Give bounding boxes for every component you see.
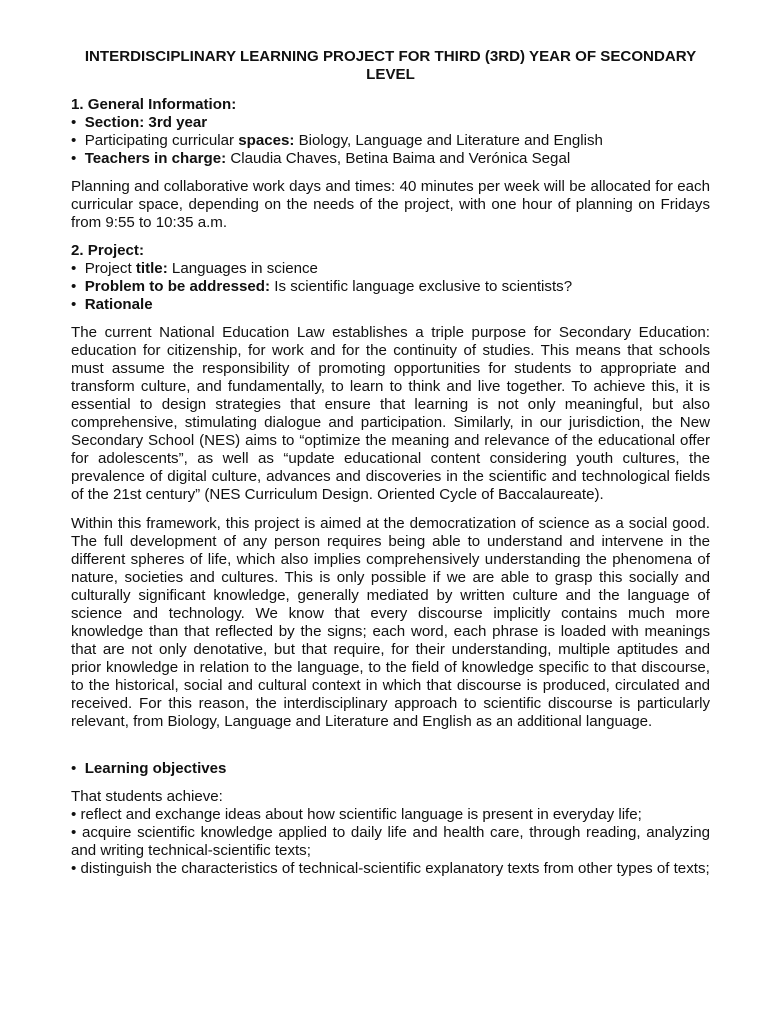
spaces-pre: Participating curricular [84, 132, 239, 149]
section-label: Section: 3rd year [84, 114, 208, 131]
objectives-label: Learning objectives [84, 760, 227, 777]
section-1-heading: 1. General Information: [71, 96, 237, 113]
objective-item [71, 824, 710, 860]
project-title-line [71, 260, 710, 278]
objective-item [71, 806, 710, 824]
bullet: • [71, 824, 77, 841]
document-title: INTERDISCIPLINARY LEARNING PROJECT FOR THIRD (3RD) YEAR OF SECONDARY LEVEL [84, 48, 697, 83]
spaces-line [71, 132, 710, 150]
problem-value: Is scientific language exclusive to scientists? [270, 278, 573, 295]
planning-paragraph: Planning and collaborative work days and times: 40 minutes per week will be allocated for each curricular space, depending on the needs of the project, with one hour of planning on Fridays from 9:55 to 10:35 a.m. [71, 178, 710, 231]
objective-item [71, 860, 710, 878]
project-title-label: title: [135, 260, 168, 277]
bullet: • [71, 860, 77, 877]
bullet: • [71, 296, 77, 313]
problem-line [71, 278, 710, 296]
rationale-label: Rationale [84, 296, 153, 313]
objective-text: reflect and exchange ideas about how scientific language is present in everyday life; [80, 806, 642, 823]
section-2-heading: 2. Project: [71, 242, 144, 259]
project-title-value: Languages in science [167, 260, 318, 277]
problem-label: Problem to be addressed: [84, 278, 271, 295]
bullet: • [71, 132, 77, 149]
rationale-line [71, 296, 710, 314]
teachers-line [71, 150, 710, 168]
bullet: • [71, 760, 77, 777]
objective-text: acquire scientific knowledge applied to daily life and health care, through reading, analyzing and writing technical-scientific texts; [71, 824, 710, 859]
bullet: • [71, 260, 77, 277]
bullet: • [71, 150, 77, 167]
objectives-line [71, 760, 710, 778]
document-page [71, 48, 710, 878]
project-title-pre: Project [84, 260, 136, 277]
rationale-paragraph-2: Within this framework, this project is aimed at the democratization of science as a social good. The full development of any person requires being able to understand and intervene in the different spheres of life, which also implies comprehensively understanding the phenomena of nature, societies and cultures. This is only possible if we are able to grasp this socially and culturally significant knowledge, generally mediated by written culture and the language of science and technology. We know that every discourse implicitly contains much more knowledge than that reflected by the signs; each word, each phrase is loaded with meanings that are not only denotative, but that require, for their understanding, multiple aptitudes and prior knowledge in relation to the language, to the field of knowledge specific to that discourse, to the historical, social and cultural context in which that discourse is produced, circulated and received. For this reason, the interdisciplinary approach to scientific discourse is particularly relevant, from Biology, Language and Literature and English as an additional language. [71, 515, 710, 730]
bullet: • [71, 278, 77, 295]
bullet: • [71, 806, 77, 823]
section-info-line [71, 114, 710, 132]
teachers-value: Claudia Chaves, Betina Baima and Verónica Segal [226, 150, 571, 167]
bullet: • [71, 114, 77, 131]
objectives-intro: That students achieve: [71, 788, 223, 805]
teachers-label: Teachers in charge: [84, 150, 227, 167]
spaces-value: Biology, Language and Literature and English [294, 132, 603, 149]
rationale-paragraph-1: The current National Education Law establishes a triple purpose for Secondary Education: education for citizenship, for work and for the continuity of studies. This means that schools must assume the responsibility of promoting opportunities for students to appropriate and transform culture, and fundamentally, to learn to think and live together. To achieve this, it is essential to design strategies that ensure that learning is not only meaningful, but also comprehensive, stimulating dialogue and participation. Similarly, in our jurisdiction, the New Secondary School (NES) aims to “optimize the meaning and relevance of the educational offer for adolescents”, as well as “update educational content considering youth cultures, the prevalence of digital culture, advances and discoveries in the scientific and technological fields of the 21st century” (NES Curriculum Design. Oriented Cycle of Baccalaureate). [71, 324, 710, 503]
objective-text: distinguish the characteristics of technical-scientific explanatory texts from other types of texts; [80, 860, 710, 877]
spaces-label: spaces: [238, 132, 295, 149]
